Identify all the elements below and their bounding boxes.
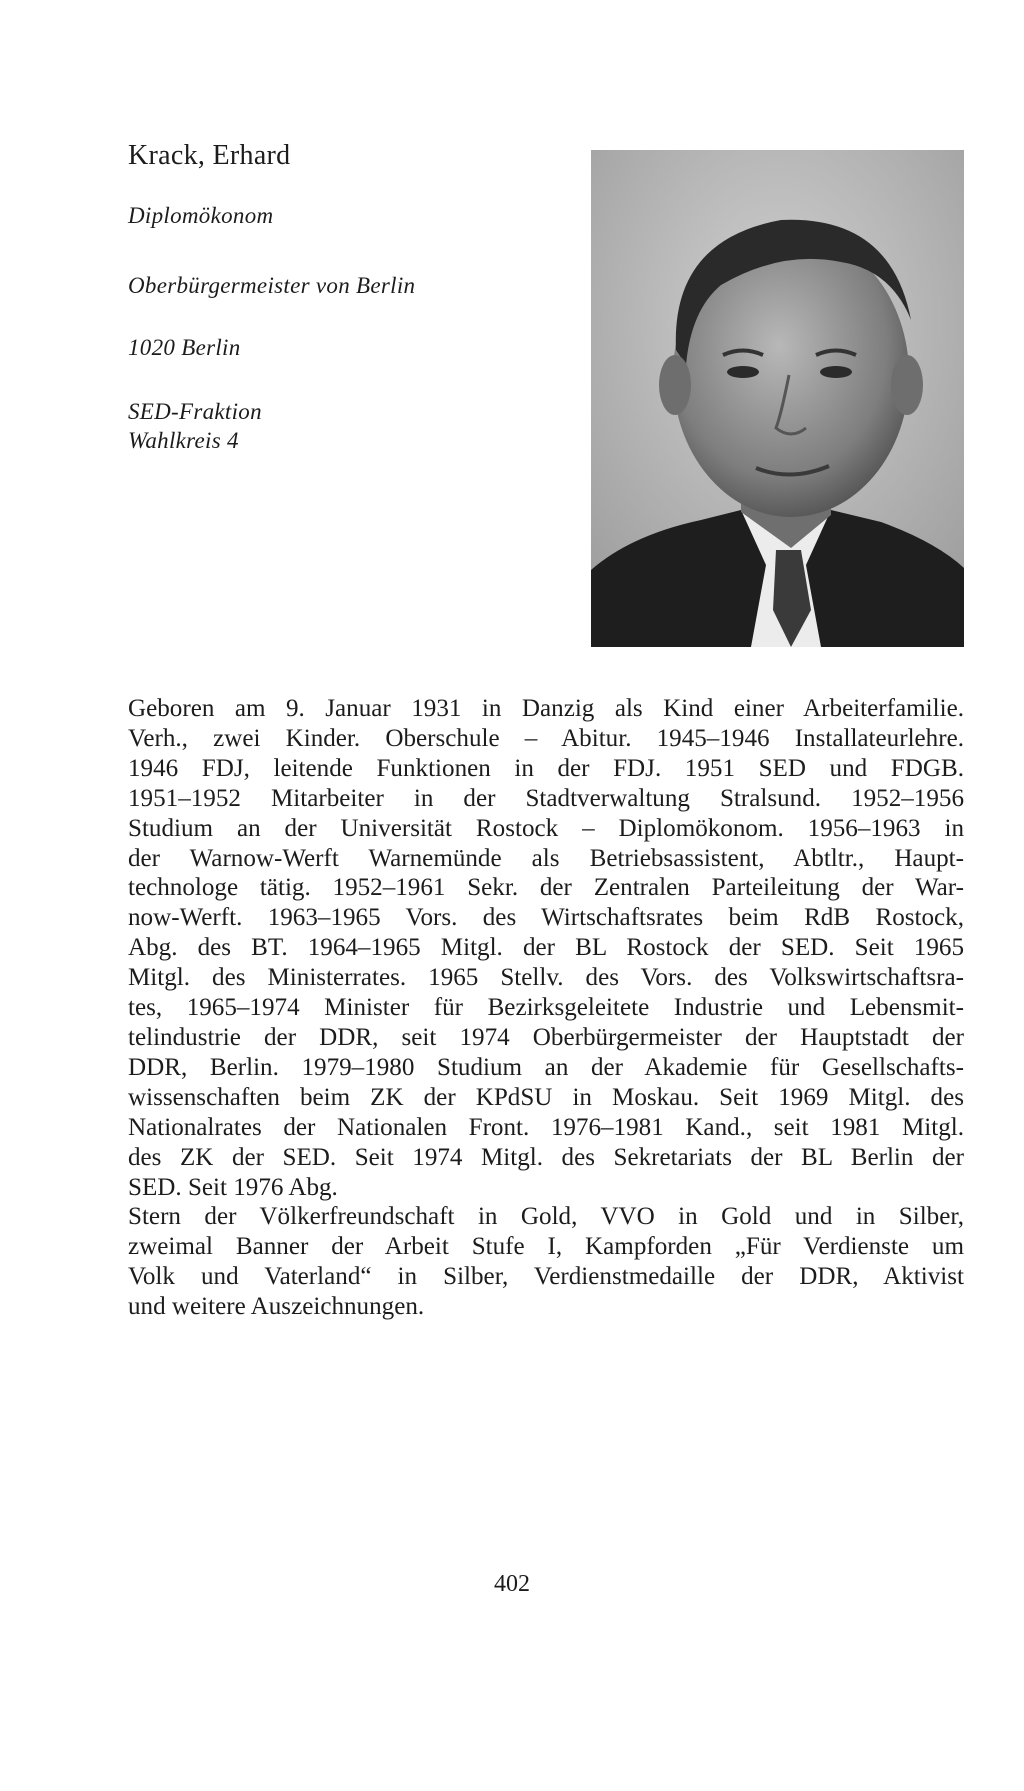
bio-line: 1951–1952 Mitarbeiter in der Stadtverwaltung Stralsund. 1952–1956 xyxy=(128,784,964,812)
bio-line: SED. Seit 1976 Abg. xyxy=(128,1173,338,1201)
person-residence: 1020 Berlin xyxy=(128,335,241,360)
person-position: Oberbürgermeister von Berlin xyxy=(128,273,416,298)
bio-line: Abg. des BT. 1964–1965 Mitgl. der BL Rostock der SED. Seit 1965 xyxy=(128,934,964,962)
bio-line: tes, 1965–1974 Minister für Bezirksgeleitete Industrie und Lebensmit- xyxy=(128,994,964,1022)
bio-line: Studium an der Universität Rostock – Diplomökonom. 1956–1963 in xyxy=(128,814,964,842)
bio-line: technologe tätig. 1952–1961 Sekr. der Zentralen Parteileitung der War- xyxy=(128,874,964,902)
bio-line: DDR, Berlin. 1979–1980 Studium an der Akademie für Gesellschafts- xyxy=(128,1053,964,1081)
bio-line: Verh., zwei Kinder. Oberschule – Abitur. 1945–1946 Installateurlehre. xyxy=(128,724,964,752)
bio-line: telindustrie der DDR, seit 1974 Oberbürgermeister der Hauptstadt der xyxy=(128,1023,964,1051)
bio-line: zweimal Banner der Arbeit Stufe I, Kampforden „Für Verdienste um xyxy=(128,1233,964,1261)
portrait-photo-icon xyxy=(591,150,964,647)
bio-line: Nationalrates der Nationalen Front. 1976–1981 Kand., seit 1981 Mitgl. xyxy=(128,1113,964,1141)
bio-line: Stern der Völkerfreundschaft in Gold, VVO in Gold und in Silber, xyxy=(128,1203,964,1231)
person-faction: SED-Fraktion xyxy=(128,399,262,424)
person-constituency: Wahlkreis 4 xyxy=(128,428,239,453)
person-name: Krack, Erhard xyxy=(128,140,291,171)
person-degree: Diplomökonom xyxy=(128,203,274,228)
bio-line: Volk und Vaterland“ in Silber, Verdienstmedaille der DDR, Aktivist xyxy=(128,1263,964,1291)
bio-line: und weitere Auszeichnungen. xyxy=(128,1293,425,1321)
bio-line: des ZK der SED. Seit 1974 Mitgl. des Sekretariats der BL Berlin der xyxy=(128,1143,964,1171)
bio-line: now-Werft. 1963–1965 Vors. des Wirtschaftsrates beim RdB Rostock, xyxy=(128,904,964,932)
biography-text xyxy=(128,694,964,1322)
bio-line: wissenschaften beim ZK der KPdSU in Moskau. Seit 1969 Mitgl. des xyxy=(128,1083,964,1111)
bio-line: Mitgl. des Ministerrates. 1965 Stellv. des Vors. des Volkswirtschaftsra- xyxy=(128,964,964,992)
bio-line: der Warnow-Werft Warnemünde als Betriebsassistent, Abtltr., Haupt- xyxy=(128,844,964,872)
bio-line: Geboren am 9. Januar 1931 in Danzig als Kind einer Arbeiterfamilie. xyxy=(128,695,964,722)
page-number: 402 xyxy=(494,1571,530,1597)
bio-line: 1946 FDJ, leitende Funktionen in der FDJ. 1951 SED und FDGB. xyxy=(128,754,964,782)
